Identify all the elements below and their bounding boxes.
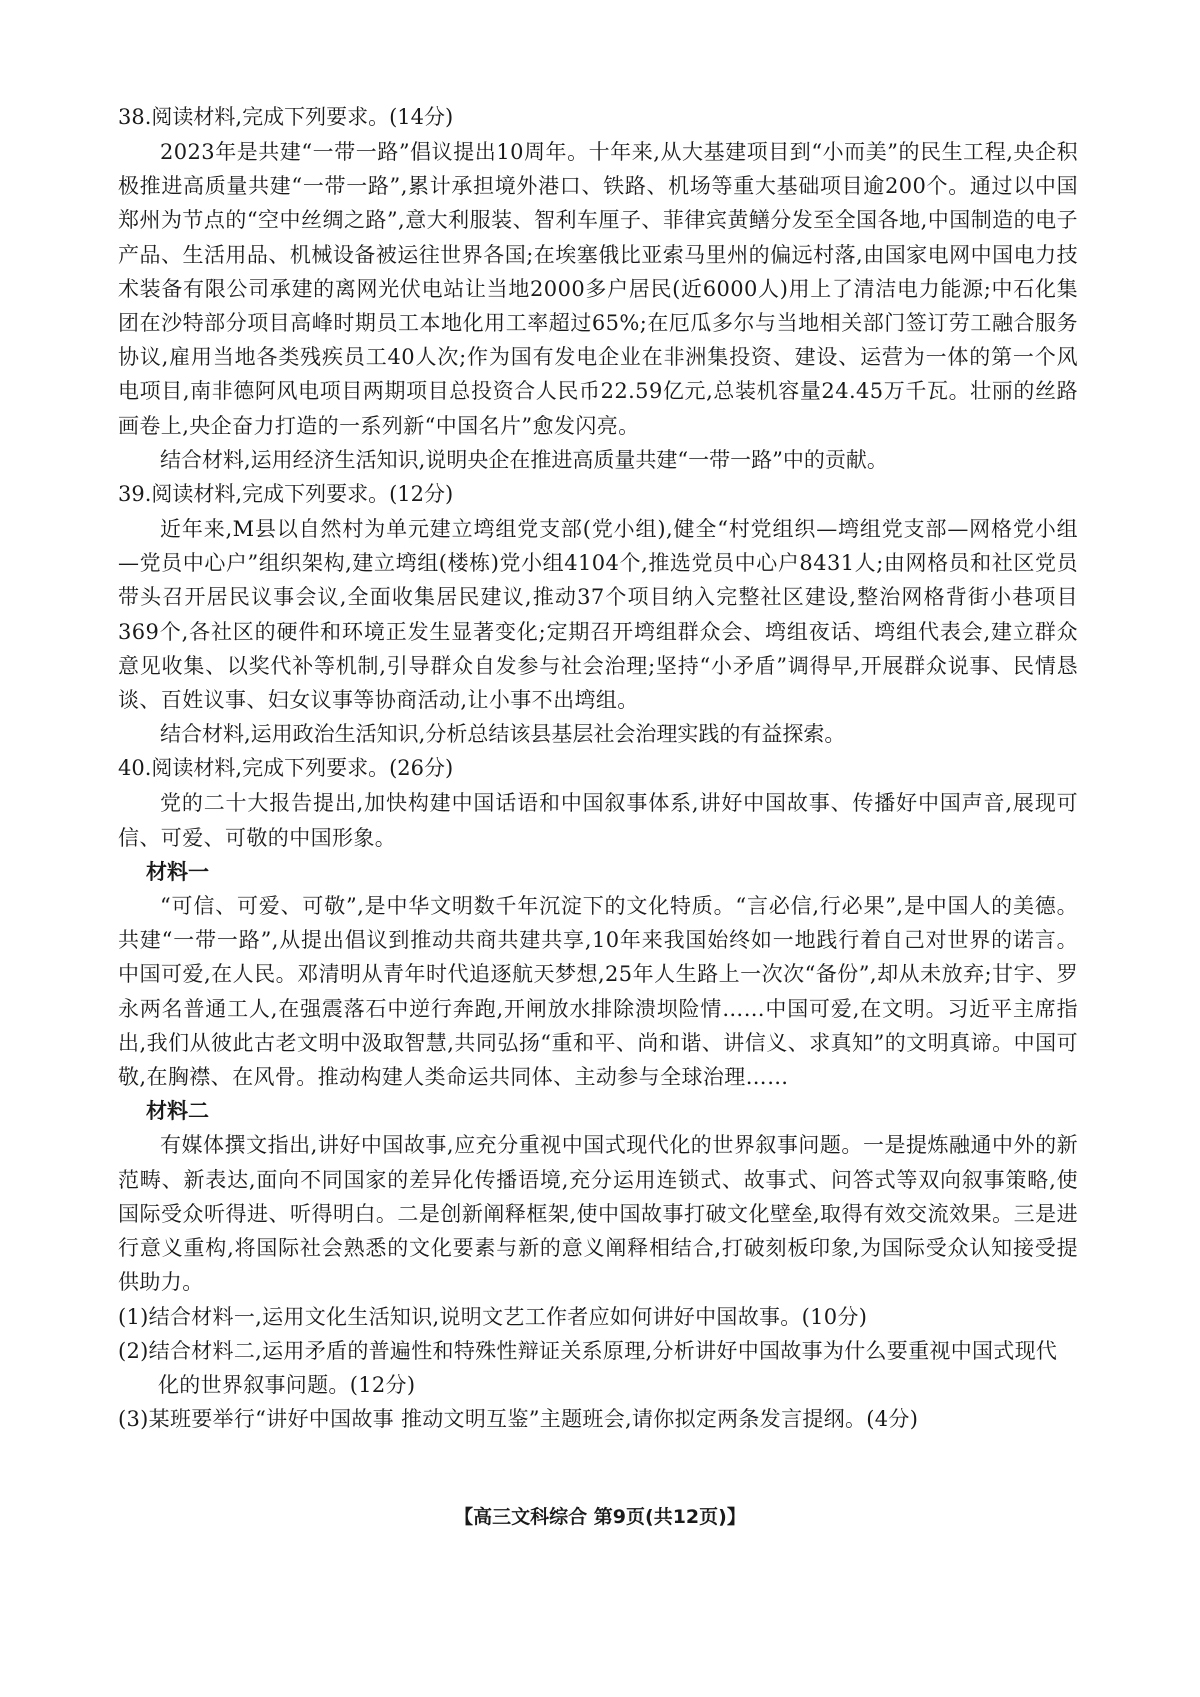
question-39-heading: 39.阅读材料,完成下列要求。(12分) — [118, 482, 454, 507]
question-40-sub-3: (3)某班要举行“讲好中国故事 推动文明互鉴”主题班会,请你拟定两条发言提纲。(4分) — [118, 1407, 919, 1432]
material-1-text: “可信、可爱、可敬”,是中华文明数千年沉淀下的文化特质。“言必信,行必果”,是中国人的美德。共建“一带一路”,从提出倡议到推动共商共建共享,10年来我国始终如一地践行着自己对世界的诺言。中国可爱,在人民。邓清明从青年时代追逐航天梦想,25年人生路上一次次“备份”,却从未放弃;甘宇、罗永两名普通工人,在强震落石中逆行奔跑,开闸放水排除溃坝险情……中国可爱,在文明。习近平主席指出,我们从彼此古老文明中汲取智慧,共同弘扬“重和平、尚和谐、讲信义、求真知”的文明真谛。中国可敬,在胸襟、在风骨。推动构建人类命运共同体、主动参与全球治理…… — [118, 894, 1078, 1090]
question-40 — [118, 751, 1078, 1436]
question-40-intro: 党的二十大报告提出,加快构建中国话语和中国叙事体系,讲好中国故事、传播好中国声音,展现可信、可爱、可敬的中国形象。 — [118, 791, 1078, 850]
question-39-task: 结合材料,运用政治生活知识,分析总结该县基层社会治理实践的有益探索。 — [160, 722, 846, 747]
material-2-label: 材料二 — [146, 1098, 209, 1124]
question-40-sub-1: (1)结合材料一,运用文化生活知识,说明文艺工作者应如何讲好中国故事。(10分) — [118, 1304, 868, 1329]
question-39-material: 近年来,M县以自然村为单元建立塆组党支部(党小组),健全“村党组织—塆组党支部—网格党小组—党员中心户”组织架构,建立塆组(楼栋)党小组4104个,推选党员中心户8431人;由网格员和社区党员带头召开居民议事会议,全面收集居民建议,推动37个项目纳入完整社区建设,整治网格背街小巷项目369个,各社区的硬件和环境正发生显著变化;定期召开塆组群众会、塆组夜话、塆组代表会,建立群众意见收集、以奖代补等机制,引导群众自发参与社会治理;坚持“小矛盾”调得早,开展群众说事、民情恳谈、百姓议事、妇女议事等协商活动,让小事不出塆组。 — [118, 517, 1078, 713]
question-38 — [118, 100, 1078, 477]
question-38-task: 结合材料,运用经济生活知识,说明央企在推进高质量共建“一带一路”中的贡献。 — [160, 447, 888, 472]
question-38-heading: 38.阅读材料,完成下列要求。(14分) — [118, 105, 454, 129]
exam-page — [118, 100, 1078, 1436]
page-footer: 【高三文科综合 第9页(共12页)】 — [454, 1506, 746, 1528]
material-2-text: 有媒体撰文指出,讲好中国故事,应充分重视中国式现代化的世界叙事问题。一是提炼融通中外的新范畴、新表达,面向不同国家的差异化传播语境,充分运用连锁式、故事式、问答式等双向叙事策略,使国际受众听得进、听得明白。二是创新阐释框架,使中国故事打破文化壁垒,取得有效交流效果。三是进行意义重构,将国际社会熟悉的文化要素与新的意义阐释相结合,打破刻板印象,为国际受众认知接受提供助力。 — [118, 1133, 1078, 1295]
question-40-heading: 40.阅读材料,完成下列要求。(26分) — [118, 756, 454, 781]
material-1-label: 材料一 — [146, 858, 209, 884]
question-38-material: 2023年是共建“一带一路”倡议提出10周年。十年来,从大基建项目到“小而美”的民生工程,央企积极推进高质量共建“一带一路”,累计承担境外港口、铁路、机场等重大基础项目逾200个。通过以中国郑州为节点的“空中丝绸之路”,意大利服装、智利车厘子、菲律宾黄鳝分发至全国各地,中国制造的电子产品、生活用品、机械设备被运往世界各国;在埃塞俄比亚索马里州的偏远村落,由国家电网中国电力技术装备有限公司承建的离网光伏电站让当地2000多户居民(近6000人)用上了清洁电力能源;中石化集团在沙特部分项目高峰时期员工本地化用工率超过65%;在厄瓜多尔与当地相关部门签订劳工融合服务协议,雇用当地各类残疾员工40人次;作为国有发电企业在非洲集投资、建设、运营为一体的第一个风电项目,南非德阿风电项目两期项目总投资合人民币22.59亿元,总装机容量24.45万千瓦。壮丽的丝路画卷上,央企奋力打造的一系列新“中国名片”愈发闪亮。 — [118, 140, 1078, 438]
question-39 — [118, 477, 1078, 751]
question-40-sub-2: (2)结合材料二,运用矛盾的普遍性和特殊性辩证关系原理,分析讲好中国故事为什么要重视中国式现代化的世界叙事问题。(12分) — [118, 1338, 1058, 1397]
